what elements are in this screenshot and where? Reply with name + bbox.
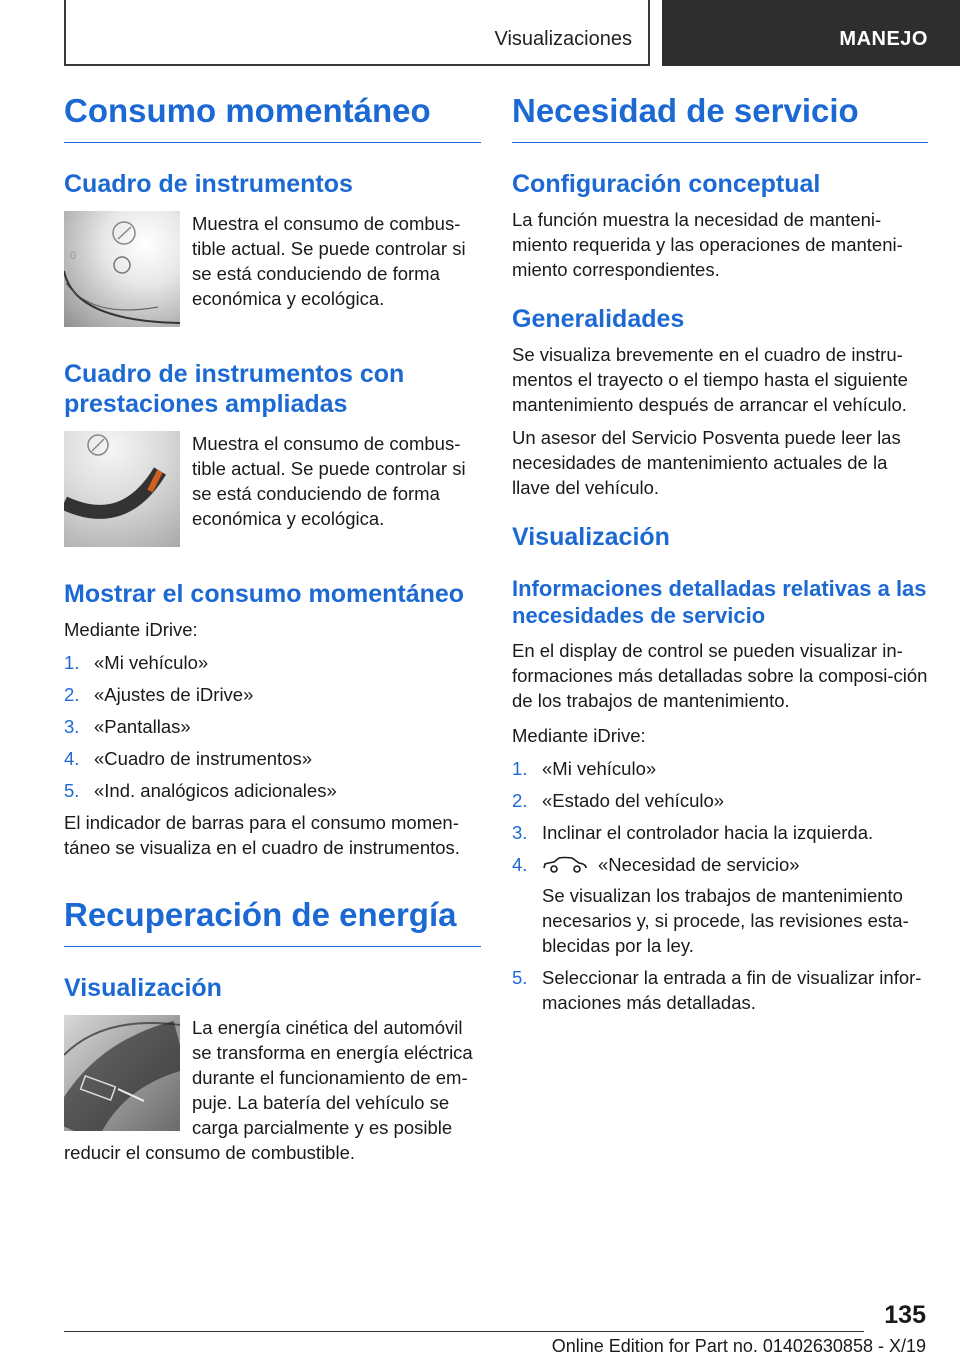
step-item <box>512 756 928 781</box>
step-number: 3. <box>512 821 528 843</box>
step-text: «Cuadro de instrumentos» <box>94 747 313 769</box>
step-text: Inclinar el controlador hacia la izquierda. <box>542 821 874 843</box>
heading-mostrar-consumo: Mostrar el consumo momentáneo <box>64 579 465 608</box>
gauge-consumption-image <box>64 211 180 327</box>
svg-text:0: 0 <box>70 249 77 262</box>
step-item <box>512 788 928 813</box>
step-item <box>64 714 481 739</box>
step-number: 4. <box>512 853 528 875</box>
step-item <box>512 820 928 845</box>
section-title-recuperacion: Recuperación de energía <box>64 896 481 947</box>
step-item <box>64 746 481 771</box>
gauge-extended-image <box>64 431 180 547</box>
heading-visualizacion-right: Visualización <box>512 522 670 551</box>
right-column <box>512 92 928 1022</box>
intro-idrive-left: Mediante iDrive: <box>64 618 198 640</box>
header-chapter-tab <box>662 0 960 66</box>
text-informaciones: En el display de control se pueden visualizar in‐formaciones más detalladas sobre la composi‐ción de los trabajos de mantenimiento. <box>512 639 928 711</box>
footer-edition: Online Edition for Part no. 01402630858 - X/19 <box>551 1336 926 1356</box>
step-number: 4. <box>64 747 80 769</box>
step-item <box>64 682 481 707</box>
step-number: 5. <box>64 779 80 801</box>
step-text: «Mi vehículo» <box>94 651 209 673</box>
text-indicador-barras: El indicador de barras para el consumo momen‐táneo se visualiza en el cuadro de instrumentos. <box>64 811 460 858</box>
gauge-efficient-dynamics-image <box>64 1015 180 1131</box>
heading-configuracion: Configuración conceptual <box>512 169 821 198</box>
heading-informaciones-detalladas: Informaciones detalladas relativas a las necesidades de servicio <box>512 575 927 628</box>
heading-generalidades: Generalidades <box>512 304 685 333</box>
text-generalidades-2: Un asesor del Servicio Posventa puede leer las necesidades de mantenimiento actuales de la llave del vehículo. <box>512 426 901 498</box>
step-text: «Ind. analógicos adicionales» <box>94 779 337 801</box>
step-number: 3. <box>64 715 80 737</box>
heading-visualizacion-left: Visualización <box>64 973 222 1002</box>
heading-cuadro-ampliadas: Cuadro de instrumentos con prestaciones ampliadas <box>64 359 405 418</box>
header-chapter-label: MANEJO <box>839 28 928 50</box>
step-number: 1. <box>512 757 528 779</box>
text-generalidades-1: Se visualiza brevemente en el cuadro de instru‐mentos el trayecto o el tiempo hasta el siguiente mantenimiento después de arrancar el vehículo. <box>512 343 908 415</box>
steps-list-right <box>512 756 928 1015</box>
text-cuadro-ampliadas: Muestra el consumo de combus‐tible actual. Se puede controlar si se está conduciendo de forma económica y ecológica. <box>192 432 466 529</box>
heading-cuadro-instrumentos: Cuadro de instrumentos <box>64 169 353 198</box>
header-section-title: Visualizaciones <box>494 28 632 50</box>
steps-list-left <box>64 650 481 803</box>
car-outline-icon <box>542 855 588 873</box>
step-item <box>512 852 928 958</box>
step-subtext: Se visualizan los trabajos de mantenimiento necesarios y, si procede, las revisiones esta‐blecidas por la ley. <box>542 884 909 956</box>
text-cuadro-instrumentos: Muestra el consumo de combus‐tible actual. Se puede controlar si se está conduciendo de forma económica y ecológica. <box>192 212 466 309</box>
step-item <box>512 965 928 1015</box>
page-number: 135 <box>884 1301 926 1329</box>
step-text: «Necesidad de servicio» <box>598 853 800 875</box>
step-text: «Ajustes de iDrive» <box>94 683 254 705</box>
step-text: «Estado del vehículo» <box>542 789 725 811</box>
text-recuperacion: La energía cinética del automóvil se transforma en energía eléctrica durante el funcionamiento de em‐puje. La batería del vehículo se carga parcialmente y es posible reducir el consumo de combustible. <box>64 1016 473 1163</box>
step-text: «Mi vehículo» <box>542 757 657 779</box>
step-number: 1. <box>64 651 80 673</box>
step-item <box>64 778 481 803</box>
step-number: 2. <box>64 683 80 705</box>
text-configuracion: La función muestra la necesidad de manteni‐miento requerida y las operaciones de manteni‐miento correspondientes. <box>512 208 903 280</box>
left-column <box>64 92 481 1165</box>
step-number: 2. <box>512 789 528 811</box>
footer-rule <box>64 1331 864 1332</box>
step-text: Seleccionar la entrada a fin de visualizar infor‐maciones más detalladas. <box>542 966 922 1013</box>
figure-row-3 <box>64 1015 481 1165</box>
figure-row-1 <box>64 211 481 331</box>
section-title-necesidad: Necesidad de servicio <box>512 92 928 143</box>
intro-idrive-right: Mediante iDrive: <box>512 724 646 746</box>
figure-row-2 <box>64 431 481 551</box>
step-item <box>64 650 481 675</box>
step-text: «Pantallas» <box>94 715 191 737</box>
section-title-consumo: Consumo momentáneo <box>64 92 481 143</box>
step-number: 5. <box>512 966 528 988</box>
header-frame <box>64 0 650 66</box>
